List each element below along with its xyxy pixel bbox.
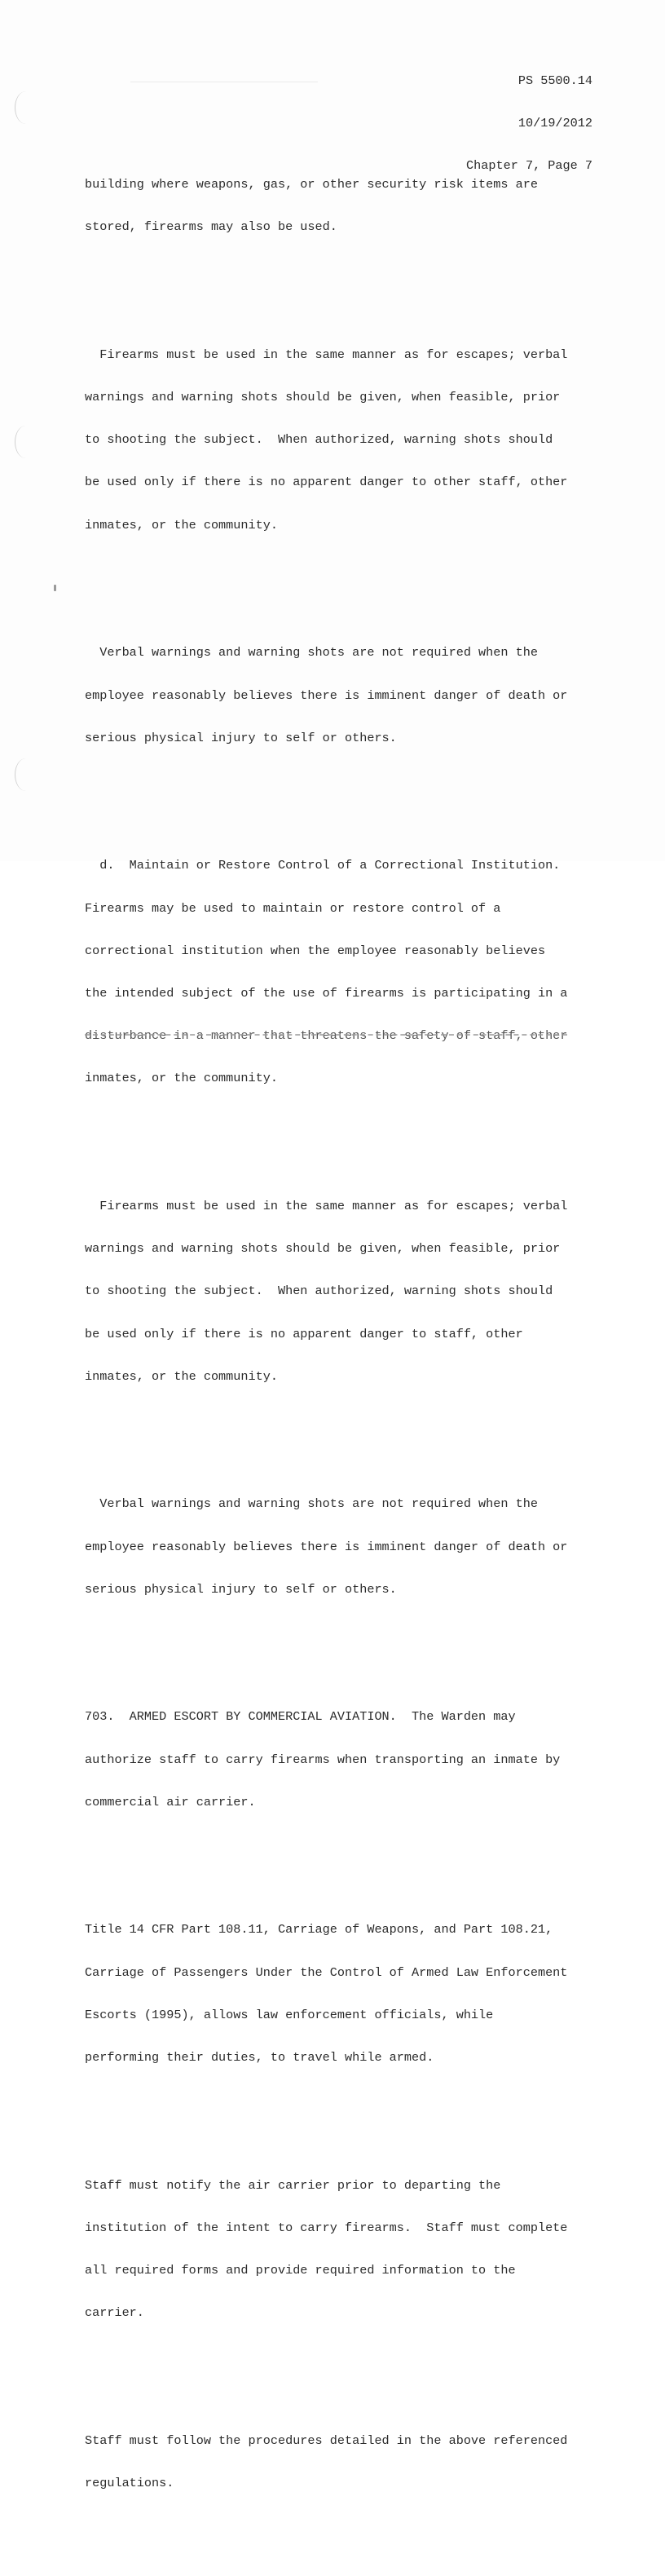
text-line: Firearms may be used to maintain or restore control of a bbox=[85, 900, 501, 916]
text-line: commercial air carrier. bbox=[85, 1794, 256, 1809]
text-line: Carriage of Passengers Under the Control of Armed Law Enforcement bbox=[85, 1964, 568, 1980]
text-line: Title 14 CFR Part 108.11, Carriage of Weapons, and Part 108.21, bbox=[85, 1922, 553, 1938]
text-line: authorize staff to carry firearms when transporting an inmate by bbox=[85, 1752, 561, 1767]
text-line: d. Maintain or Restore Control of a Correctional Institution. bbox=[85, 858, 561, 873]
text-line: employee reasonably believes there is imminent danger of death or bbox=[85, 687, 568, 703]
text-line: Firearms must be used in the same manner as for escapes; verbal bbox=[85, 347, 568, 362]
paragraph-notify-carrier bbox=[85, 2150, 655, 2349]
text-line: inmates, or the community. bbox=[85, 1071, 278, 1086]
text-line: Staff must notify the air carrier prior to departing the bbox=[85, 2177, 501, 2193]
text-line: warnings and warning shots should be given, when feasible, prior bbox=[85, 1241, 561, 1257]
paragraph-section-703 bbox=[85, 1682, 655, 1838]
text-line: all required forms and provide required information to the bbox=[85, 2263, 516, 2278]
text-line: Escorts (1995), allows law enforcement officials, while bbox=[85, 2007, 494, 2022]
doc-date: 10/19/2012 bbox=[517, 116, 592, 131]
text-line: correctional institution when the employee reasonably believes bbox=[85, 943, 546, 958]
text-line: Verbal warnings and warning shots are not required when the bbox=[85, 645, 538, 661]
text-line: the intended subject of the use of firearms is participating in a bbox=[85, 985, 568, 1001]
text-line: warnings and warning shots should be given, when feasible, prior bbox=[85, 390, 561, 405]
paragraph-verbal-warnings-1 bbox=[85, 617, 655, 773]
text-line: serious physical injury to self or others. bbox=[85, 1581, 397, 1597]
text-line: to shooting the subject. When authorized, warning shots should bbox=[85, 432, 553, 448]
text-line: performing their duties, to travel while armed. bbox=[85, 2050, 434, 2066]
paragraph-verbal-warnings-2 bbox=[85, 1469, 655, 1625]
text-line: stored, firearms may also be used. bbox=[85, 219, 337, 235]
punch-hole-middle bbox=[15, 426, 37, 458]
document-body bbox=[85, 107, 655, 2576]
punch-hole-bottom bbox=[15, 758, 37, 791]
punch-hole-top bbox=[15, 91, 37, 124]
text-line: institution of the intent to carry firearms. Staff must complete bbox=[85, 2220, 568, 2235]
text-line: building where weapons, gas, or other security risk items are bbox=[85, 177, 538, 192]
paragraph-section-d bbox=[85, 831, 655, 1115]
text-line: inmates, or the community. bbox=[85, 517, 278, 532]
text-line: serious physical injury to self or others. bbox=[85, 730, 397, 745]
text-line: inmates, or the community. bbox=[85, 1368, 278, 1384]
text-line: be used only if there is no apparent danger to staff, other bbox=[85, 1326, 523, 1341]
chapter-page: Chapter 7, Page 7 bbox=[466, 158, 592, 174]
paragraph-firearms-manner-1 bbox=[85, 320, 655, 561]
text-line: regulations. bbox=[85, 2476, 174, 2491]
paragraph-intro-continuation bbox=[85, 149, 655, 263]
paragraph-firearms-manner-2 bbox=[85, 1171, 655, 1412]
text-line: Verbal warnings and warning shots are not required when the bbox=[85, 1496, 538, 1512]
text-line: employee reasonably believes there is imminent danger of death or bbox=[85, 1539, 568, 1554]
doc-number: PS 5500.14 bbox=[517, 73, 592, 88]
text-line: to shooting the subject. When authorized, warning shots should bbox=[85, 1284, 553, 1299]
paragraph-title-14-cfr bbox=[85, 1895, 655, 2094]
text-line: be used only if there is no apparent danger to other staff, other bbox=[85, 475, 568, 490]
text-line-smudged: disturbance in a manner that threatens the safety of staff, other bbox=[85, 1028, 568, 1044]
text-line: 703. ARMED ESCORT BY COMMERCIAL AVIATION. The Warden may bbox=[85, 1709, 516, 1725]
text-line: carrier. bbox=[85, 2305, 144, 2321]
paragraph-follow-procedures bbox=[85, 2406, 655, 2519]
scan-speck bbox=[54, 585, 56, 591]
text-line: Firearms must be used in the same manner as for escapes; verbal bbox=[85, 1198, 568, 1213]
text-line: Staff must follow the procedures detailed in the above referenced bbox=[85, 2432, 568, 2448]
